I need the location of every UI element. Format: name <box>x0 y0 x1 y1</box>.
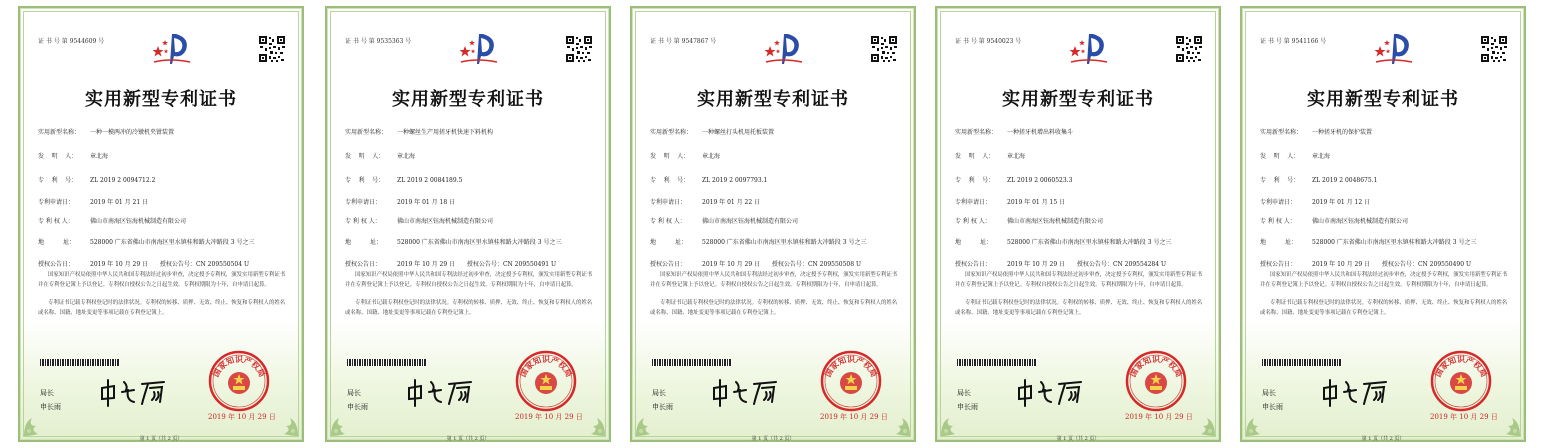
cnipa-logo-icon <box>150 32 194 66</box>
field-value: 佛山市南海区钰海机械制造有限公司 <box>1312 218 1409 225</box>
legal-status-statement: 专利证书记载专利权登记时的法律状况。专利权的转移、质押、无效、终止、恢复和专利权人的姓名或名称、国籍、地址变更等事项记载在专利登记簿上。 <box>955 300 1203 316</box>
barcode-icon <box>40 359 120 366</box>
cnipa-logo-icon <box>457 32 501 66</box>
certificate-title: 实用新型专利证书 <box>1307 89 1459 110</box>
field-value: 一种搓牙机增出料收集斗 <box>1007 129 1074 136</box>
page-number: 第 1 页（共 2 页） <box>1056 436 1100 442</box>
field-label: 专 利 号： <box>650 177 690 184</box>
field-address <box>955 239 1205 247</box>
field-value: 2019 年 01 月 18 日 <box>397 199 456 206</box>
field-address <box>38 239 288 247</box>
field-value: 章北海 <box>397 153 416 160</box>
field-value: 一种螺丝打头机用托板装置 <box>702 129 775 136</box>
field-value: CN 209550491 U <box>502 261 557 268</box>
field-label: 专 利 权 人： <box>955 218 991 225</box>
field-value: 一种螺丝生产用搓牙机快速下料机构 <box>397 129 494 136</box>
field-utility-model-name <box>955 129 1205 137</box>
field-label: 专利申请日： <box>650 199 687 206</box>
field-label: 地 址： <box>1260 239 1298 246</box>
seal-text: 国家知识产权局 <box>1128 355 1184 379</box>
field-value: ZL 2019 2 0048675.1 <box>1312 177 1378 184</box>
legal-status-statement: 专利证书记载专利权登记时的法律状况。专利权的转移、质押、无效、终止、恢复和专利权人的姓名或名称、国籍、地址变更等事项记载在专利登记簿上。 <box>38 300 286 316</box>
certificate-number: 证 书 号 第 9547867 号 <box>650 38 717 45</box>
field-address <box>1260 239 1510 247</box>
official-seal-icon <box>1125 350 1187 412</box>
field-label: 授权公告号： <box>771 261 808 268</box>
field-label: 授权公告号： <box>159 261 196 268</box>
field-value: 一种一模两冲的冷镦机夹钳装置 <box>90 129 175 136</box>
field-label: 地 址： <box>650 239 688 246</box>
field-label: 专利申请日： <box>1260 199 1297 206</box>
cnipa-logo-icon <box>1067 32 1111 66</box>
cnipa-logo-icon <box>762 32 806 66</box>
field-label: 发 明 人： <box>38 153 78 160</box>
field-patentee <box>38 218 288 226</box>
page-number: 第 1 页（共 2 页） <box>446 436 490 442</box>
field-value: 2019 年 10 月 29 日 <box>397 261 456 268</box>
director-name: 申长雨 <box>957 403 978 411</box>
certificate-title: 实用新型专利证书 <box>697 89 849 110</box>
certificate-number: 证 书 号 第 9541166 号 <box>1260 38 1327 45</box>
director-name: 申长雨 <box>1262 403 1283 411</box>
page-number: 第 1 页（共 2 页） <box>751 436 795 442</box>
signature-icon <box>405 376 485 408</box>
patent-certificate <box>630 6 916 442</box>
director-title: 局长 <box>40 389 54 397</box>
field-value: 佛山市南海区钰海机械制造有限公司 <box>702 218 799 225</box>
director-title: 局长 <box>957 389 971 397</box>
director-name: 申长雨 <box>652 403 673 411</box>
field-label: 授权公告日： <box>38 261 75 268</box>
field-label: 专 利 权 人： <box>38 218 74 225</box>
field-patentee <box>955 218 1205 226</box>
field-filing-date <box>1260 199 1510 207</box>
seal-text: 国家知识产权局 <box>518 355 574 379</box>
field-utility-model-name <box>345 129 595 137</box>
field-value: 528000 广东省佛山市南海区里水镇桂和路大冲路段 3 号之三 <box>90 239 255 246</box>
official-seal-icon <box>515 350 577 412</box>
certificate-title: 实用新型专利证书 <box>1002 89 1154 110</box>
field-value: 章北海 <box>702 153 721 160</box>
signature-icon <box>98 376 178 408</box>
grant-statement: 国家知识产权局依照中华人民共和国专利法经过初步审查，决定授予专利权，颁发实用新型专利证书并在专利登记簿上予以登记。专利权自授权公告之日起生效。专利权期限为十年，自申请日起算。 <box>650 272 898 288</box>
field-label: 发 明 人： <box>1260 153 1300 160</box>
director-name: 申长雨 <box>347 403 368 411</box>
grant-statement: 国家知识产权局依照中华人民共和国专利法经过初步审查，决定授予专利权，颁发实用新型专利证书并在专利登记簿上予以登记。专利权自授权公告之日起生效。专利权期限为十年，自申请日起算。 <box>955 272 1203 288</box>
seal-date: 2019 年 10 月 29 日 <box>1125 413 1193 421</box>
field-label: 发 明 人： <box>345 153 385 160</box>
field-label: 发 明 人： <box>650 153 690 160</box>
legal-status-statement: 专利证书记载专利权登记时的法律状况。专利权的转移、质押、无效、终止、恢复和专利权人的姓名或名称、国籍、地址变更等事项记载在专利登记簿上。 <box>345 300 593 316</box>
field-label: 发 明 人： <box>955 153 995 160</box>
field-filing-date <box>650 199 900 207</box>
field-value: 2019 年 01 月 12 日 <box>1312 199 1371 206</box>
patent-certificate <box>935 6 1221 442</box>
official-seal-icon <box>208 350 270 412</box>
patent-certificate <box>18 6 304 442</box>
director-name: 申长雨 <box>40 403 61 411</box>
field-label: 实用新型名称： <box>650 129 693 136</box>
field-label: 授权公告日： <box>955 261 992 268</box>
field-value: ZL 2019 2 0094712.2 <box>90 177 156 184</box>
qr-code-icon <box>258 35 286 63</box>
field-value: 佛山市南海区钰海机械制造有限公司 <box>397 218 494 225</box>
barcode-icon <box>652 359 732 366</box>
field-patentee <box>650 218 900 226</box>
field-label: 专利申请日： <box>955 199 992 206</box>
legal-status-statement: 专利证书记载专利权登记时的法律状况。专利权的转移、质押、无效、终止、恢复和专利权人的姓名或名称、国籍、地址变更等事项记载在专利登记簿上。 <box>650 300 898 316</box>
field-value: 2019 年 10 月 29 日 <box>90 261 149 268</box>
field-value: ZL 2019 2 0060523.3 <box>1007 177 1073 184</box>
field-label: 专 利 号： <box>38 177 78 184</box>
qr-code-icon <box>565 35 593 63</box>
field-value: 2019 年 10 月 29 日 <box>1312 261 1371 268</box>
seal-date: 2019 年 10 月 29 日 <box>820 413 888 421</box>
field-utility-model-name <box>38 129 288 137</box>
field-inventor <box>345 153 595 161</box>
official-seal-icon <box>820 350 882 412</box>
field-inventor <box>1260 153 1510 161</box>
seal-text: 国家知识产权局 <box>1433 355 1489 379</box>
patent-certificate <box>1240 6 1526 442</box>
field-label: 授权公告日： <box>345 261 382 268</box>
seal-date: 2019 年 10 月 29 日 <box>515 413 583 421</box>
certificate-title: 实用新型专利证书 <box>392 89 544 110</box>
field-label: 授权公告日： <box>650 261 687 268</box>
page-number: 第 1 页（共 2 页） <box>1361 436 1405 442</box>
director-title: 局长 <box>1262 389 1276 397</box>
field-utility-model-name <box>650 129 900 137</box>
field-label: 专 利 号： <box>955 177 995 184</box>
field-grant-date <box>650 261 900 269</box>
barcode-icon <box>347 359 427 366</box>
field-label: 专利申请日： <box>38 199 75 206</box>
field-label: 授权公告号： <box>1076 261 1113 268</box>
field-label: 专 利 权 人： <box>345 218 381 225</box>
field-value: 一种搓牙机的保护装置 <box>1312 129 1373 136</box>
field-inventor <box>650 153 900 161</box>
field-value: 528000 广东省佛山市南海区里水镇桂和路大冲路段 3 号之三 <box>397 239 562 246</box>
field-utility-model-name <box>1260 129 1510 137</box>
grant-statement: 国家知识产权局依照中华人民共和国专利法经过初步审查，决定授予专利权，颁发实用新型专利证书并在专利登记簿上予以登记。专利权自授权公告之日起生效。专利权期限为十年，自申请日起算。 <box>38 272 286 288</box>
field-label: 专 利 号： <box>345 177 385 184</box>
field-patent-number <box>38 177 288 185</box>
cnipa-logo-icon <box>1372 32 1416 66</box>
field-filing-date <box>38 199 288 207</box>
field-label: 地 址： <box>38 239 76 246</box>
field-patentee <box>345 218 595 226</box>
field-value: 2019 年 01 月 21 日 <box>90 199 149 206</box>
field-filing-date <box>955 199 1205 207</box>
seal-text: 国家知识产权局 <box>823 355 879 379</box>
field-inventor <box>38 153 288 161</box>
field-patent-number <box>345 177 595 185</box>
patent-certificate <box>325 6 611 442</box>
field-grant-date <box>955 261 1205 269</box>
grant-statement: 国家知识产权局依照中华人民共和国专利法经过初步审查，决定授予专利权，颁发实用新型专利证书并在专利登记簿上予以登记。专利权自授权公告之日起生效。专利权期限为十年，自申请日起算。 <box>345 272 593 288</box>
field-value: CN 209550490 U <box>1417 261 1472 268</box>
field-label: 专 利 权 人： <box>1260 218 1296 225</box>
field-value: 佛山市南海区钰海机械制造有限公司 <box>1007 218 1104 225</box>
field-value: CN 209550508 U <box>807 261 862 268</box>
field-value: 528000 广东省佛山市南海区里水镇桂和路大冲路段 3 号之三 <box>702 239 867 246</box>
certificate-number: 证 书 号 第 9535363 号 <box>345 38 412 45</box>
field-value: 528000 广东省佛山市南海区里水镇桂和路大冲路段 3 号之三 <box>1312 239 1477 246</box>
qr-code-icon <box>1480 35 1508 63</box>
field-grant-date <box>1260 261 1510 269</box>
field-label: 授权公告号： <box>1381 261 1418 268</box>
field-value: ZL 2019 2 0084189.5 <box>397 177 463 184</box>
director-title: 局长 <box>347 389 361 397</box>
field-value: 528000 广东省佛山市南海区里水镇桂和路大冲路段 3 号之三 <box>1007 239 1172 246</box>
field-address <box>345 239 595 247</box>
field-label: 授权公告日： <box>1260 261 1297 268</box>
signature-icon <box>710 376 790 408</box>
seal-text: 国家知识产权局 <box>211 355 267 379</box>
seal-date: 2019 年 10 月 29 日 <box>1430 413 1498 421</box>
qr-code-icon <box>870 35 898 63</box>
field-patent-number <box>955 177 1205 185</box>
field-inventor <box>955 153 1205 161</box>
field-value: CN 209554284 U <box>1112 261 1167 268</box>
field-label: 实用新型名称： <box>345 129 388 136</box>
field-label: 专 利 号： <box>1260 177 1300 184</box>
barcode-icon <box>957 359 1037 366</box>
field-patent-number <box>1260 177 1510 185</box>
field-grant-date <box>38 261 288 269</box>
field-label: 专利申请日： <box>345 199 382 206</box>
official-seal-icon <box>1430 350 1492 412</box>
field-value: CN 209550504 U <box>195 261 250 268</box>
field-value: 2019 年 01 月 22 日 <box>702 199 761 206</box>
field-label: 实用新型名称： <box>955 129 998 136</box>
field-label: 实用新型名称： <box>1260 129 1303 136</box>
field-filing-date <box>345 199 595 207</box>
signature-icon <box>1320 376 1400 408</box>
certificate-number: 证 书 号 第 9544609 号 <box>38 38 105 45</box>
field-value: 章北海 <box>1312 153 1331 160</box>
field-label: 地 址： <box>345 239 383 246</box>
field-label: 地 址： <box>955 239 993 246</box>
field-grant-date <box>345 261 595 269</box>
signature-icon <box>1015 376 1095 408</box>
field-value: 章北海 <box>90 153 109 160</box>
qr-code-icon <box>1175 35 1203 63</box>
grant-statement: 国家知识产权局依照中华人民共和国专利法经过初步审查，决定授予专利权，颁发实用新型专利证书并在专利登记簿上予以登记。专利权自授权公告之日起生效。专利权期限为十年，自申请日起算。 <box>1260 272 1508 288</box>
barcode-icon <box>1262 359 1342 366</box>
field-value: ZL 2019 2 0097793.1 <box>702 177 768 184</box>
field-value: 2019 年 10 月 29 日 <box>1007 261 1066 268</box>
field-value: 2019 年 01 月 15 日 <box>1007 199 1066 206</box>
field-label: 专 利 权 人： <box>650 218 686 225</box>
field-value: 2019 年 10 月 29 日 <box>702 261 761 268</box>
certificate-title: 实用新型专利证书 <box>85 89 237 110</box>
field-patentee <box>1260 218 1510 226</box>
field-value: 章北海 <box>1007 153 1026 160</box>
legal-status-statement: 专利证书记载专利权登记时的法律状况。专利权的转移、质押、无效、终止、恢复和专利权人的姓名或名称、国籍、地址变更等事项记载在专利登记簿上。 <box>1260 300 1508 316</box>
page-number: 第 1 页（共 2 页） <box>139 436 183 442</box>
director-title: 局长 <box>652 389 666 397</box>
field-value: 佛山市南海区钰海机械制造有限公司 <box>90 218 187 225</box>
field-patent-number <box>650 177 900 185</box>
certificate-number: 证 书 号 第 9540023 号 <box>955 38 1022 45</box>
field-address <box>650 239 900 247</box>
field-label: 实用新型名称： <box>38 129 81 136</box>
seal-date: 2019 年 10 月 29 日 <box>208 413 276 421</box>
field-label: 授权公告号： <box>466 261 503 268</box>
